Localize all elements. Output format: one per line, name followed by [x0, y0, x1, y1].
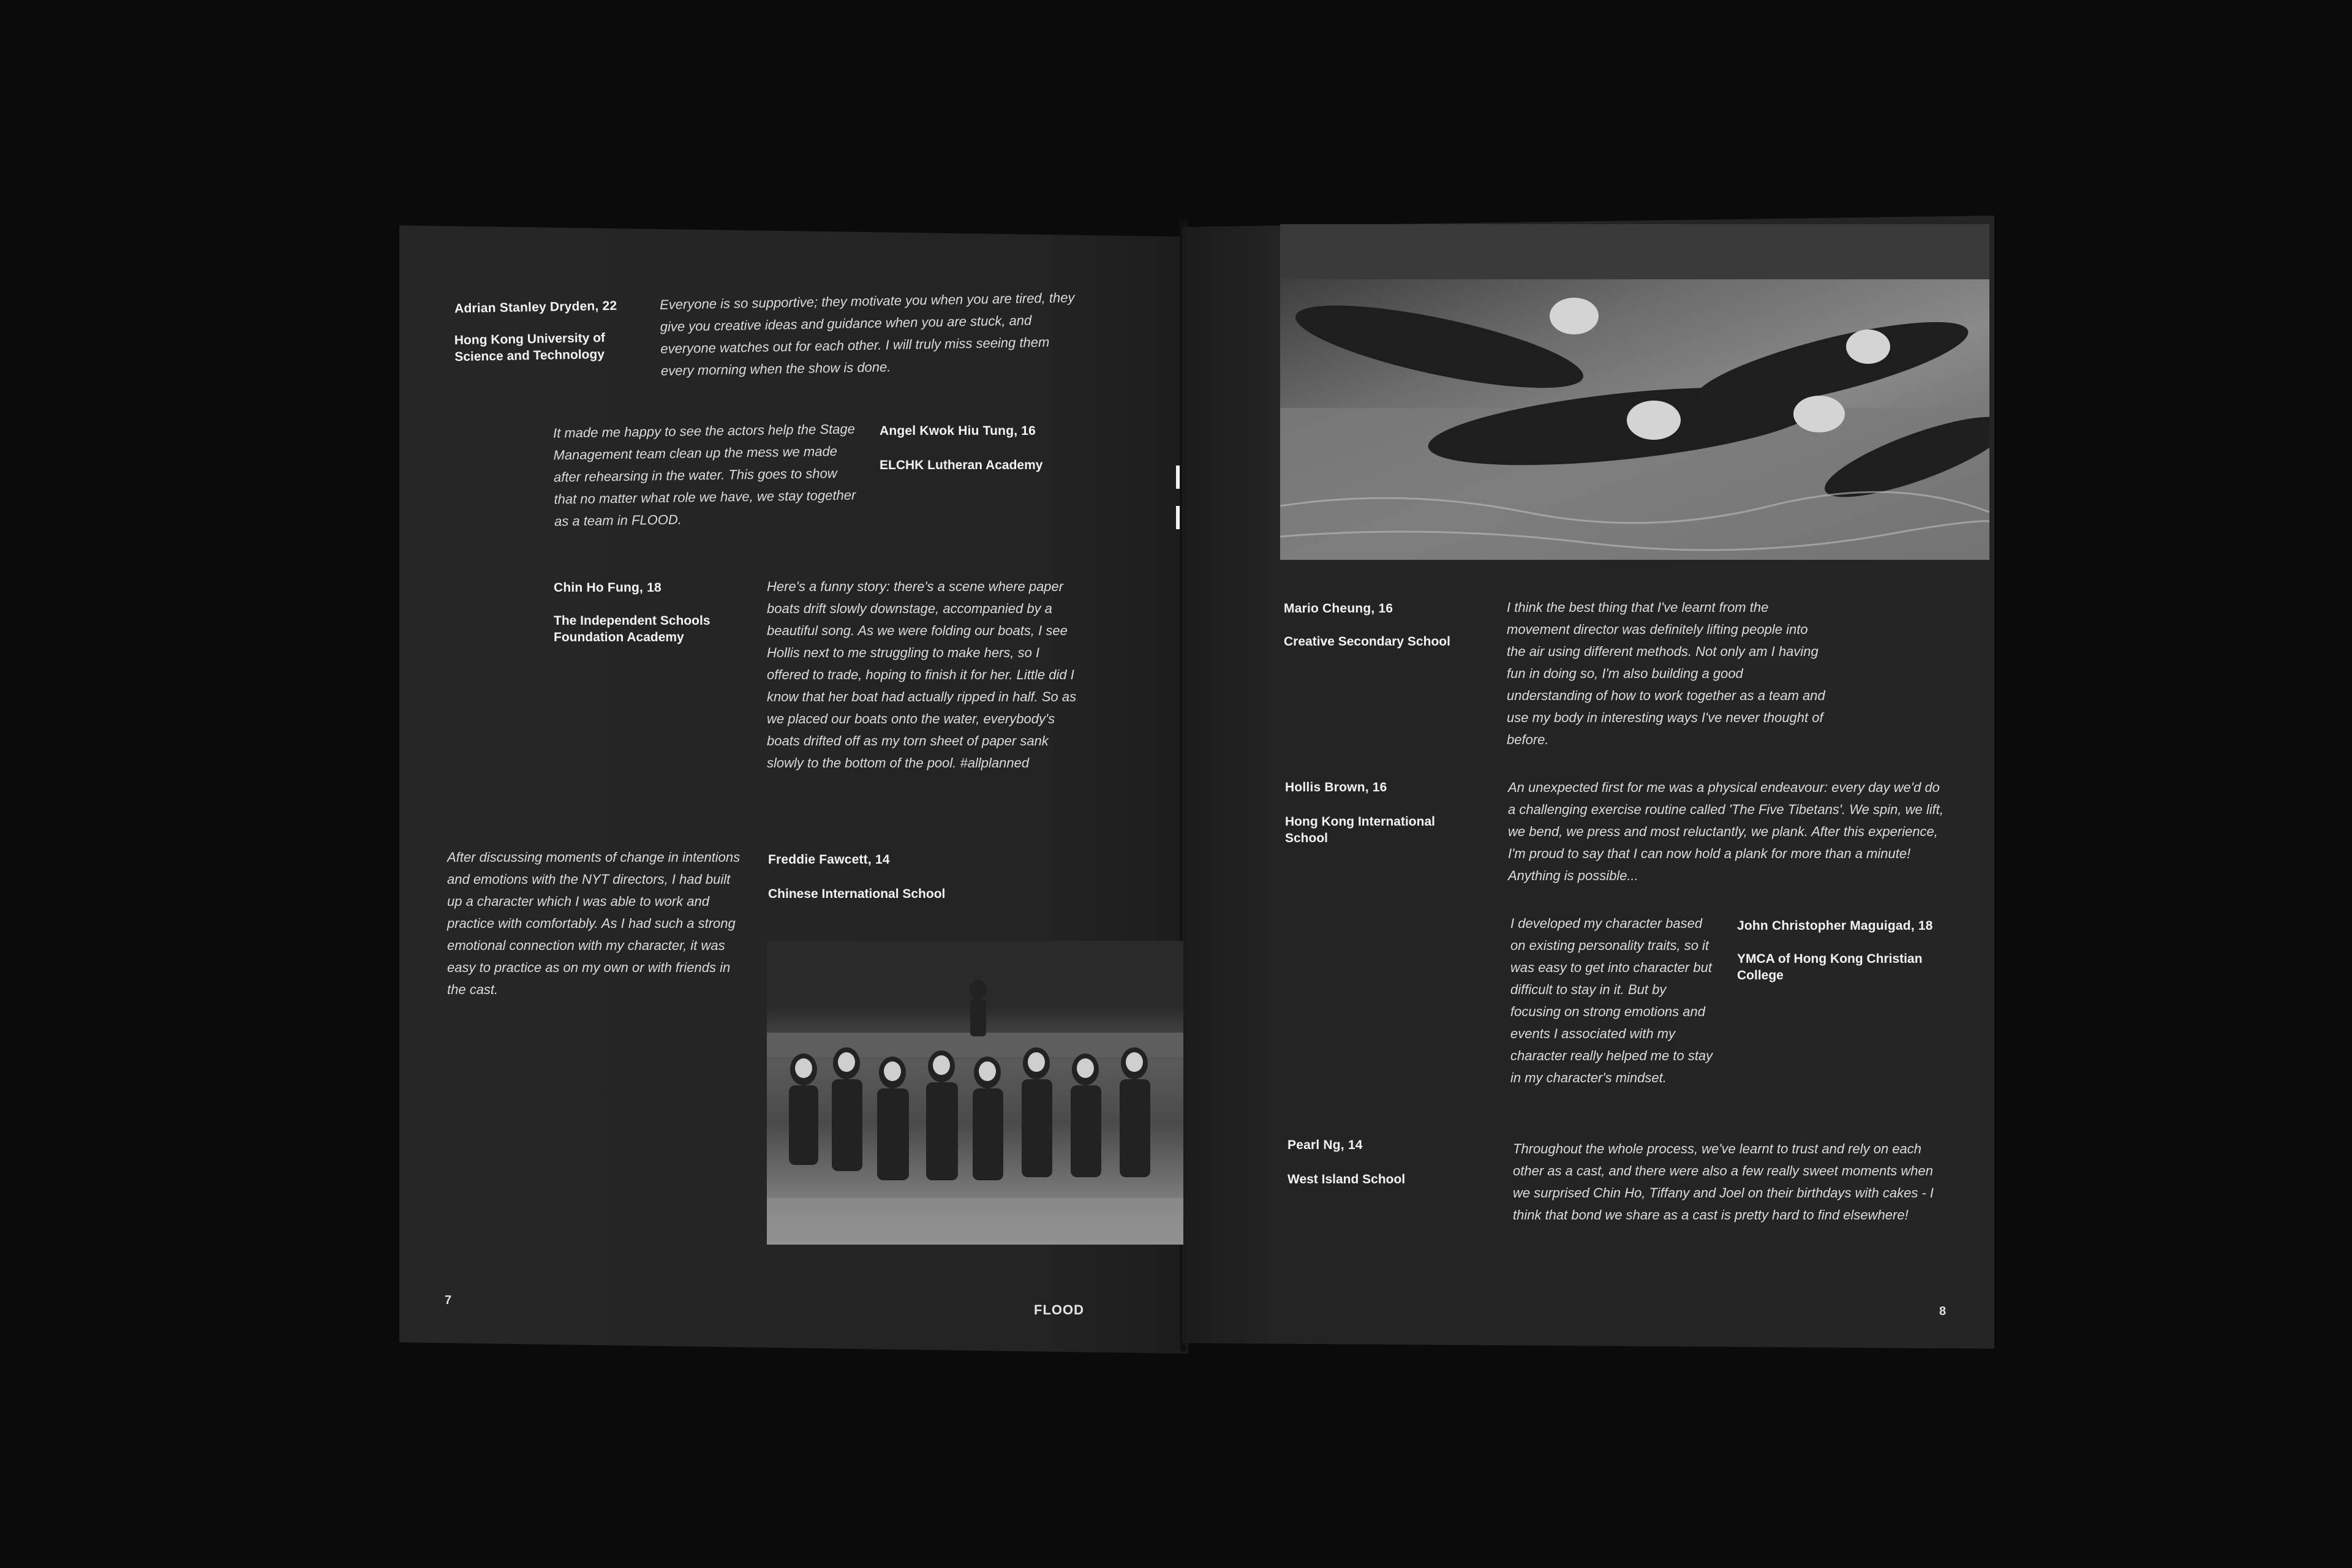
- entry-quote: After discussing moments of change in intentions and emotions with the NYT directors, I had built up a character which I was able to work and practice with comfortably. As I had such a strong emotional connection with my character, it was easy to practice as on my own or with friends in the cast.: [447, 850, 741, 997]
- entry-quote: An unexpected first for me was a physical endeavour: every day we'd do a challenging exercise routine called 'The Five Tibetans'. We spin, we lift, we bend, we press and most reluctantly, we plank. After this experience, I'm proud to say that I can now hold a plank for more than a minute! Anything is possible...: [1508, 780, 1943, 883]
- water-scene-illustration: [1280, 224, 1989, 560]
- running-title: FLOOD: [1034, 1302, 1084, 1317]
- page-edge-tab: [1176, 506, 1180, 529]
- page-edge-tab: [1176, 466, 1180, 489]
- entry-quote: It made me happy to see the actors help the Stage Management team clean up the mess we made after rehearsing in the water. This goes to show that no matter what role we have, we stay together as a team in FLOOD.: [552, 421, 856, 529]
- entry-quote: I developed my character based on existing personality traits, so it was easy to get into character but difficult to stay in it. But by focusing on strong emotions and events I associated with my character really helped me to stay in my character's mindset.: [1510, 916, 1713, 1085]
- cast-rehearsal-photo: [767, 941, 1183, 1245]
- entry-quote: Here's a funny story: there's a scene where paper boats drift slowly downstage, accompanied by a beautiful song. As we were folding our boats, I see Hollis next to me struggling to make hers, so I offered to trade, hoping to finish it for her. Little did I know that her boat had actually ripped in half. So as we placed our boats onto the water, everybody's boats drifted off as my torn sheet of paper sank slowly to the bottom of the pool. #allplanned: [767, 579, 1077, 771]
- entry-name: Freddie Fawcett, 14: [768, 853, 890, 867]
- entry-name: Angel Kwok Hiu Tung, 16: [880, 424, 1036, 438]
- page-number: 7: [445, 1294, 452, 1307]
- entry-school: Creative Secondary School: [1284, 635, 1450, 649]
- entry-school: Hong Kong University of Science and Technology: [454, 330, 606, 364]
- entry-quote: Everyone is so supportive; they motivate you when you are tired, they give you creative ideas and guidance when you are stuck, and everyone watches out for each other. I will truly miss seeing them every morning when the show is done.: [659, 290, 1075, 379]
- entry-school: YMCA of Hong Kong Christian College: [1737, 952, 1923, 982]
- entry-school: ELCHK Lutheran Academy: [880, 458, 1043, 472]
- page-number: 8: [1939, 1305, 1947, 1318]
- entry-school: Hong Kong International School: [1285, 815, 1435, 845]
- entry-quote: Throughout the whole process, we've learnt to trust and rely on each other as a cast, and there were also a few really sweet moments when we surprised Chin Ho, Tiffany and Joel on their birthdays with cakes - I think that bond we share as a cast is pretty hard to find elsewhere!: [1513, 1141, 1934, 1223]
- entry-school: West Island School: [1287, 1172, 1406, 1186]
- entry-school: The Independent Schools Foundation Academy: [554, 614, 710, 644]
- cast-rehearsal-illustration: [767, 941, 1183, 1245]
- entry-name: Hollis Brown, 16: [1285, 780, 1387, 794]
- entry-name: Mario Cheung, 16: [1284, 601, 1393, 616]
- entry-school: Chinese International School: [768, 887, 946, 901]
- entry-quote: I think the best thing that I've learnt from the movement director was definitely lifting people into the air using different methods. Not only am I having fun in doing so, I'm also building a good understanding of how to work together as a team and use my body in interesting ways I've never thought of before.: [1507, 600, 1825, 747]
- entry-name: Adrian Stanley Dryden, 22: [454, 298, 617, 316]
- water-scene-photo: [1280, 224, 1989, 560]
- entry-name: Chin Ho Fung, 18: [554, 581, 662, 595]
- entry-name: John Christopher Maguigad, 18: [1737, 919, 1933, 933]
- entry-name: Pearl Ng, 14: [1287, 1138, 1363, 1152]
